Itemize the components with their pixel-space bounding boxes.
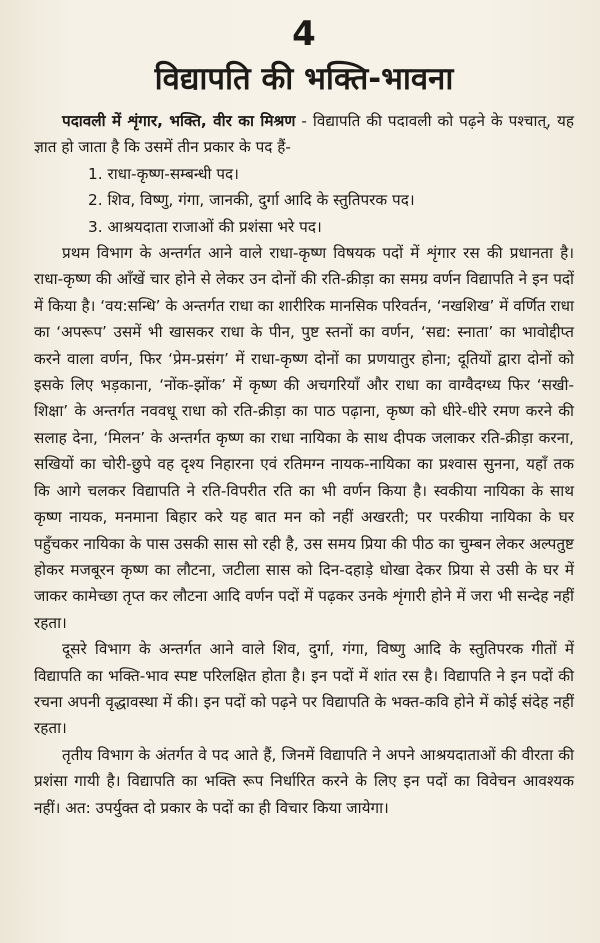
paragraph-devotional: दूसरे विभाग के अन्तर्गत आने वाले शिव, दुर्गा, गंगा, विष्णु आदि के स्तुतिपरक गीतों में विद्यापति का भक्ति-भाव स्पष्ट परिलक्षित होता है। इन पदों में शांत रस है। विद्यापति ने इन पदों की रचना अपनी वृद्धावस्था में की। इन पदों को पढ़ने पर विद्यापति के भक्त-कवि होने में कोई संदेह नहीं रहता। xyxy=(34,640,574,738)
paragraph-patrons: तृतीय विभाग के अंतर्गत वे पद आते हैं, जिनमें विद्यापति ने अपने आश्रयदाताओं की वीरता की प्रशंसा गायी है। विद्यापति का भक्ति रूप निर्धारित करने के लिए इन पदों का विवेचन आवश्यक नहीं। अत: उपर्युक्त दो प्रकार के पदों का ही विचार किया जायेगा। xyxy=(34,745,574,817)
chapter-title: विद्यापति की भक्ति-भावना xyxy=(154,61,454,97)
chapter-number: 4 xyxy=(292,14,316,54)
intro-heading: पदावली में शृंगार, भक्ति, वीर का मिश्रण xyxy=(62,112,296,130)
list-item: 3. आश्रयदाता राजाओं की प्रशंसा भरे पद। xyxy=(88,217,322,236)
paragraph-radha-krishna: प्रथम विभाग के अन्तर्गत आने वाले राधा-कृष्ण विषयक पदों में शृंगार रस की प्रधानता है। राधा-कृष्ण की आँखें चार होने से लेकर उन दोनों की रति-क्रीड़ा का समग्र वर्णन विद्यापति ने इन पदों में किया है। ‘वय:सन्धि’ के अन्तर्गत राधा का शारीरिक मानसिक परिवर्तन, ‘नखशिख’ में वर्णित राधा का ‘अपरूप’ उसमें भी खासकर राधा के पीन, पुष्ट स्तनों का वर्णन, ‘सद्य: स्नाता’ का भावोद्दीप्त करने वाला वर्णन, फिर ‘प्रेम-प्रसंग’ में राधा-कृष्ण दोनों का प्रणयातुर होना; दूतियों द्वारा दोनों को इसके लिए भड़काना, ‘नोंक-झोंक’ में कृष्ण की अचगरियाँ और राधा का वाग्वैदग्ध्य फिर ‘सखी-शिक्षा’ के अन्तर्गत नववधू राधा को रति-क्रीड़ा का पाठ पढ़ाना, कृष्ण को धीरे-धीरे रमण करने की सलाह देना, ‘मिलन’ के अन्तर्गत कृष्ण का राधा नायिका के साथ दीपक जलाकर रति-क्रीड़ा करना, सखियों का चोरी-छुपे वह दृश्य निहारना एवं रतिमग्न नायक-नायिका का प्रश्वास सुनना, यहाँ तक कि आगे चलकर विद्यापति ने रति-विपरीत रति का भी वर्णन किया है। स्वकीया नायिका के साथ कृष्ण नायक, मनमाना बिहार करे यह बात मन को नहीं अखरती; पर परकीया नायिका के घर पहुँचकर नायिका के पास उसकी सास सो रही है, उस समय प्रिया की पीठ का चुम्बन लेकर अल्पतुष्ट होकर मजबूरन कृष्ण का लौटना, जटीला सास को दिन-दहाड़े धोखा देकर प्रिया से उसी के घर में जाकर कामेच्छा तृप्त कर लौटना आदि वर्णन पदों में पढ़कर उनके शृंगारी होने में जरा भी सन्देह नहीं रहता। xyxy=(34,244,574,632)
list-item: 1. राधा-कृष्ण-सम्बन्धी पद। xyxy=(88,164,239,183)
intro-text: - विद्यापति की पदावली को पढ़ने के पश्चात्, यह ज्ञात हो जाता है कि उसमें तीन प्रकार के पद हैं- xyxy=(34,112,574,157)
pada-type-list xyxy=(34,161,574,240)
intro-paragraph xyxy=(34,108,574,161)
list-item: 2. शिव, विष्णु, गंगा, जानकी, दुर्गा आदि के स्तुतिपरक पद। xyxy=(88,191,415,210)
